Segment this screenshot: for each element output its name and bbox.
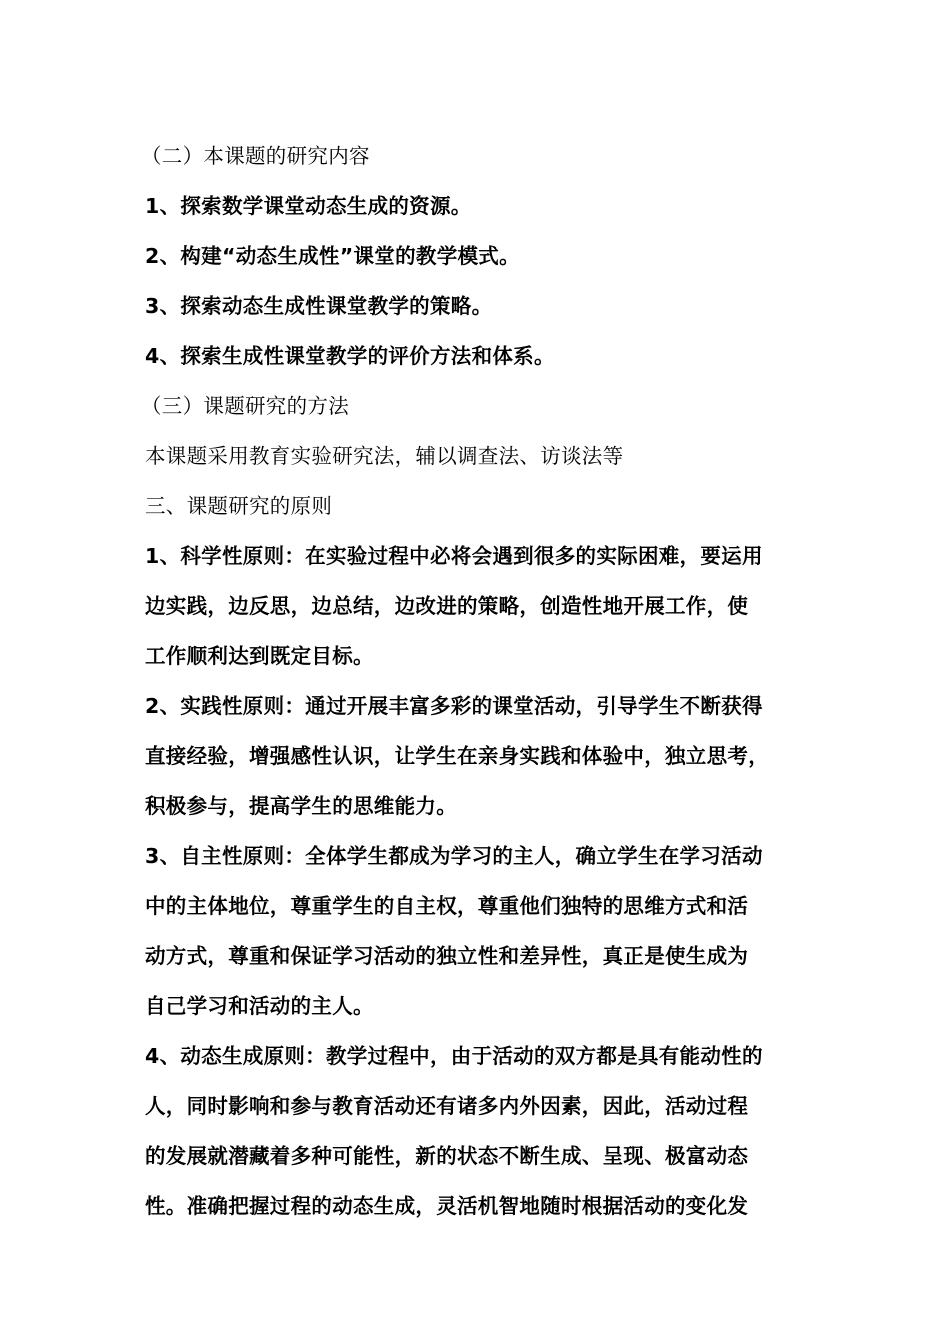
principle-3-line-1: 3、自主性原则：全体学生都成为学习的主人，确立学生在学习活动	[145, 844, 763, 868]
principle-1-line-3: 工作顺利达到既定目标。	[145, 644, 374, 668]
content-item-2: 2、构建“动态生成性”课堂的教学模式。	[145, 244, 520, 268]
method-paragraph: 本课题采用教育实验研究法，辅以调查法、访谈法等	[145, 444, 624, 468]
principle-3-line-3: 动方式，尊重和保证学习活动的独立性和差异性，真正是使生成为	[145, 944, 749, 968]
section-heading-research-content: （二）本课题的研究内容	[141, 144, 370, 168]
document-body	[141, 131, 835, 1231]
principle-4-line-2: 人，同时影响和参与教育活动还有诸多内外因素，因此，活动过程	[145, 1094, 749, 1118]
content-item-4: 4、探索生成性课堂教学的评价方法和体系。	[145, 344, 555, 368]
content-item-1: 1、探索数学课堂动态生成的资源。	[145, 194, 472, 218]
section-heading-research-method: （三）课题研究的方法	[141, 394, 349, 418]
principle-4-line-1: 4、动态生成原则：教学过程中，由于活动的双方都是具有能动性的	[145, 1044, 763, 1068]
principle-2-line-1: 2、实践性原则：通过开展丰富多彩的课堂活动，引导学生不断获得	[145, 694, 763, 718]
principle-4-line-4: 性。准确把握过程的动态生成，灵活机智地随时根据活动的变化发	[145, 1194, 749, 1218]
principle-2-line-3: 积极参与，提高学生的思维能力。	[145, 794, 457, 818]
principle-2-line-2: 直接经验，增强感性认识，让学生在亲身实践和体验中，独立思考，	[145, 744, 769, 768]
section-heading-principles: 三、课题研究的原则	[145, 494, 333, 518]
principle-1-line-2: 边实践，边反思，边总结，边改进的策略，创造性地开展工作，使	[145, 594, 749, 618]
content-item-3: 3、探索动态生成性课堂教学的策略。	[145, 294, 493, 318]
principle-4-line-3: 的发展就潜藏着多种可能性，新的状态不断生成、呈现、极富动态	[145, 1144, 749, 1168]
principle-1-line-1: 1、科学性原则：在实验过程中必将会遇到很多的实际困难，要运用	[145, 544, 763, 568]
principle-3-line-2: 中的主体地位，尊重学生的自主权，尊重他们独特的思维方式和活	[145, 894, 749, 918]
principle-3-line-4: 自己学习和活动的主人。	[145, 994, 374, 1018]
